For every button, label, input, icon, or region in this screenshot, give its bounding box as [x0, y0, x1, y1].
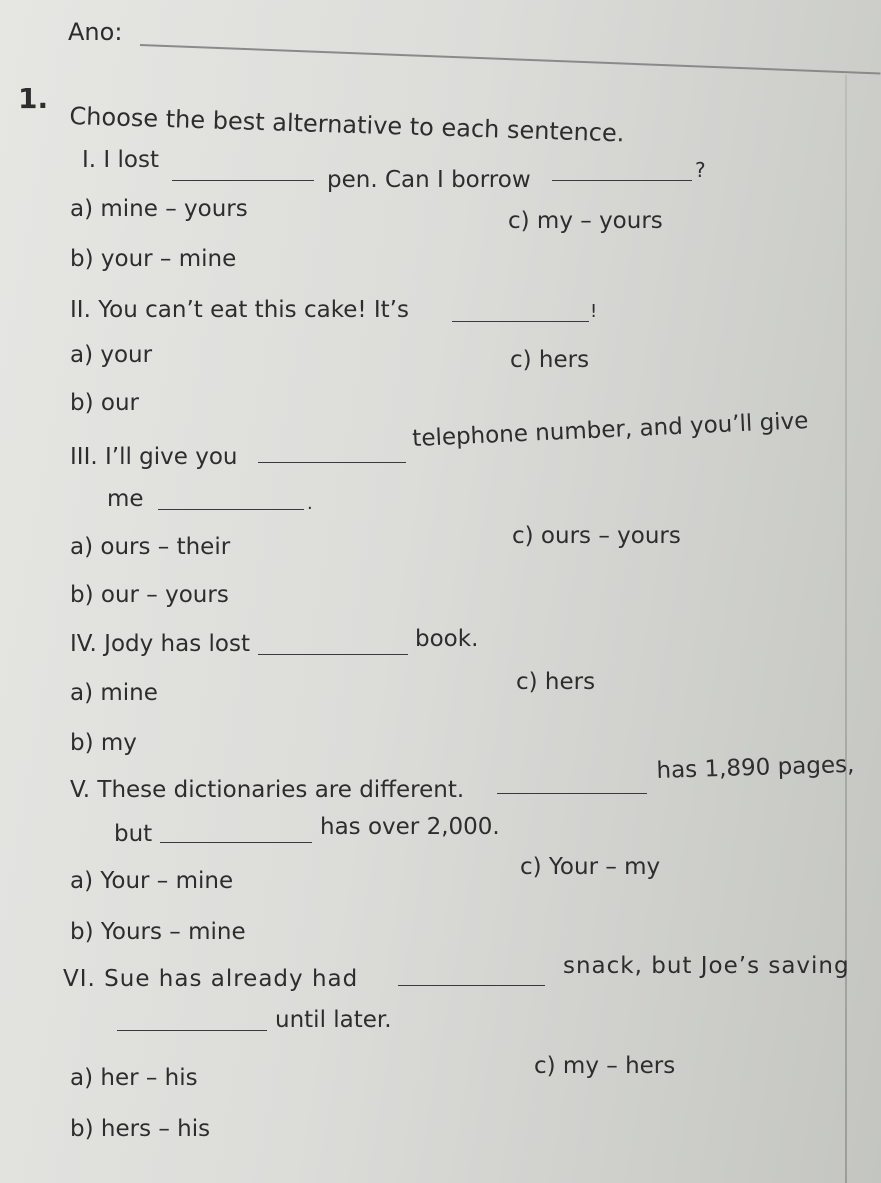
question-5-text: has 1,890 pages, [656, 751, 855, 785]
question-4-option-a[interactable]: a) mine [70, 680, 158, 706]
question-3-text: III. I’ll give you [70, 444, 238, 470]
question-6-text: snack, but Joe’s saving [563, 953, 850, 979]
question-3-option-b[interactable]: b) our – yours [70, 582, 229, 608]
question-5-option-a[interactable]: a) Your – mine [70, 868, 234, 894]
question-4-option-b[interactable]: b) my [70, 730, 137, 756]
question-5-text: has over 2,000. [320, 814, 500, 840]
question-3-blank-1[interactable] [258, 462, 406, 463]
question-3-text: me [107, 486, 144, 512]
question-5-option-c[interactable]: c) Your – my [520, 854, 661, 880]
question-2-text: ! [590, 301, 598, 322]
question-5-option-b[interactable]: b) Yours – mine [70, 919, 246, 945]
name-underline [139, 44, 881, 108]
exercise-number: 1. [18, 82, 49, 115]
question-6-blank-1[interactable] [398, 985, 545, 986]
question-2-option-a[interactable]: a) your [70, 342, 153, 368]
question-6-option-b[interactable]: b) hers – his [70, 1116, 211, 1142]
question-1-option-a[interactable]: a) mine – yours [70, 196, 248, 222]
question-2-option-c[interactable]: c) hers [510, 347, 590, 373]
question-6-option-c[interactable]: c) my – hers [534, 1053, 676, 1079]
question-1-text: ? [695, 158, 706, 182]
question-5-blank-2[interactable] [160, 842, 312, 843]
question-3-blank-2[interactable] [158, 509, 304, 510]
question-1-text: I. I lost [82, 147, 159, 173]
question-2-option-b[interactable]: b) our [70, 390, 139, 416]
exercise-instruction: Choose the best alternative to each sentence. [69, 102, 625, 148]
question-5-text: V. These dictionaries are different. [70, 777, 465, 803]
question-6-text: until later. [275, 1007, 392, 1033]
question-3-option-a[interactable]: a) ours – their [70, 534, 231, 560]
question-6-blank-2[interactable] [117, 1030, 267, 1031]
question-4-text: IV. Jody has lost [70, 631, 250, 657]
question-5-text: but [114, 821, 153, 847]
question-6-option-a[interactable]: a) her – his [70, 1065, 198, 1091]
page-edge [845, 75, 847, 1183]
question-2-text: II. You can’t eat this cake! It’s [70, 297, 409, 323]
question-1-blank-1[interactable] [172, 180, 314, 181]
question-3-option-c[interactable]: c) ours – yours [512, 523, 681, 549]
question-6-text: VI. Sue has already had [63, 966, 359, 992]
question-2-blank[interactable] [452, 321, 589, 322]
question-4-text: book. [415, 626, 479, 652]
question-4-option-c[interactable]: c) hers [516, 669, 596, 695]
question-1-text: pen. Can I borrow [327, 167, 531, 193]
question-3-text: telephone number, and you’ll give [411, 408, 809, 453]
name-label: Ano: [68, 18, 123, 46]
question-1-blank-2[interactable] [552, 180, 692, 181]
question-1-option-c[interactable]: c) my – yours [508, 208, 663, 234]
question-4-blank[interactable] [258, 654, 408, 655]
question-1-option-b[interactable]: b) your – mine [70, 246, 237, 272]
question-5-blank-1[interactable] [497, 793, 647, 794]
question-3-text: . [307, 493, 313, 514]
